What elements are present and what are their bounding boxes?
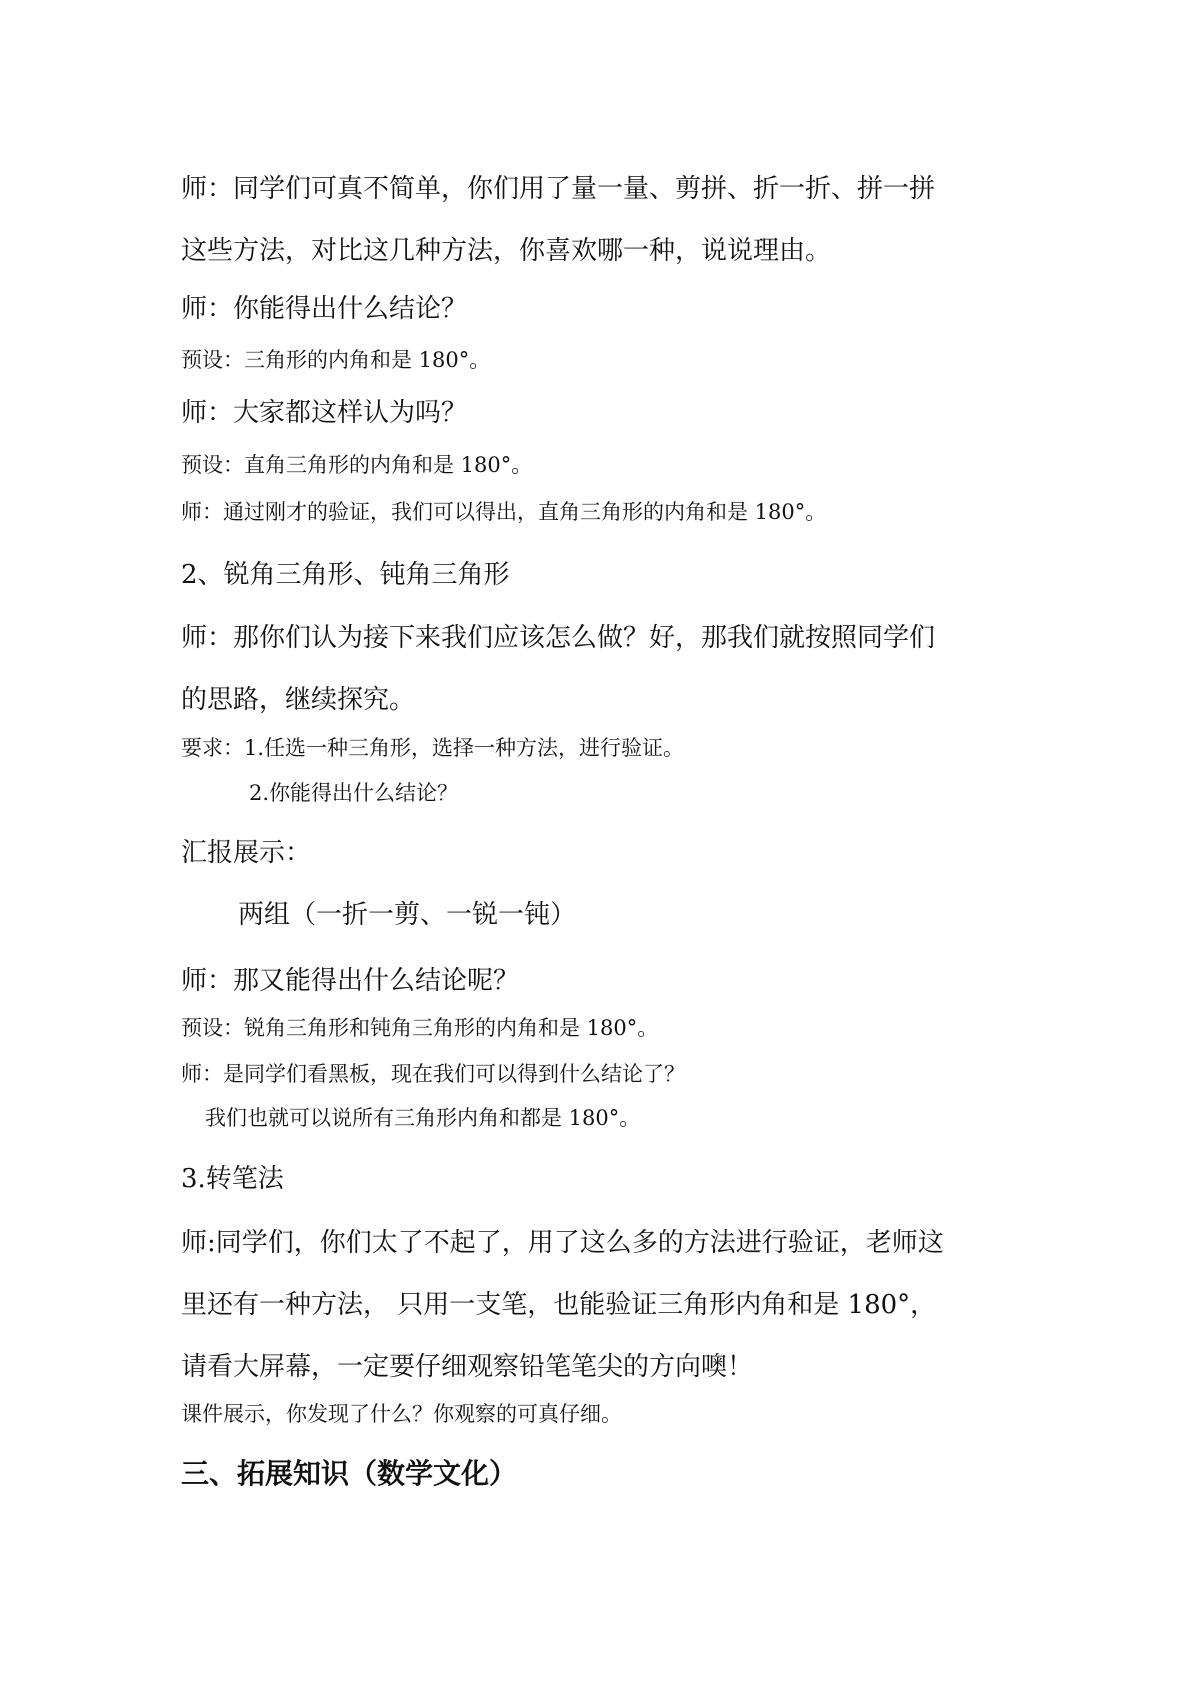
text-line: 要求：1.任选一种三角形，选择一种方法，进行验证。 xyxy=(181,736,685,760)
chapter-heading: 三、拓展知识（数学文化） xyxy=(181,1457,518,1490)
section-heading: 2、锐角三角形、钝角三角形 xyxy=(181,560,510,590)
text-line: 预设：三角形的内角和是 180°。 xyxy=(181,348,491,372)
text-line: 师：你能得出什么结论？ xyxy=(181,294,468,324)
text-line: 两组（一折一剪、一锐一钝） xyxy=(238,900,577,930)
text-line: 预设：直角三角形的内角和是 180°。 xyxy=(181,453,533,477)
text-line: 我们也就可以说所有三角形内角和都是 180°。 xyxy=(205,1106,641,1130)
text-line: 师:同学们，你们太了不起了，用了这么多的方法进行验证，老师这 xyxy=(181,1228,944,1258)
text-line: 里还有一种方法， 只用一支笔，也能验证三角形内角和是 180°， xyxy=(181,1290,937,1320)
text-line: 2.你能得出什么结论？ xyxy=(249,781,459,805)
text-line: 师：那你们认为接下来我们应该怎么做？好，那我们就按照同学们 xyxy=(181,623,936,653)
text-line: 这些方法，对比这几种方法，你喜欢哪一种，说说理由。 xyxy=(181,236,832,266)
text-line: 师：同学们可真不简单，你们用了量一量、剪拼、折一折、拼一拼 xyxy=(181,174,936,204)
section-heading: 3.转笔法 xyxy=(181,1164,284,1194)
text-line: 课件展示，你发现了什么？你观察的可真仔细。 xyxy=(181,1402,622,1426)
text-line: 的思路，继续探究。 xyxy=(181,685,416,715)
text-line: 师：大家都这样认为吗？ xyxy=(181,398,468,428)
text-line: 请看大屏幕，一定要仔细观察铅笔笔尖的方向噢！ xyxy=(181,1352,754,1382)
text-line: 师：那又能得出什么结论呢？ xyxy=(181,966,520,996)
text-line: 汇报展示： xyxy=(181,838,312,868)
text-line: 师：通过刚才的验证，我们可以得出，直角三角形的内角和是 180°。 xyxy=(181,500,827,524)
text-line: 师：是同学们看黑板，现在我们可以得到什么结论了？ xyxy=(181,1062,685,1086)
text-line: 预设：锐角三角形和钝角三角形的内角和是 180°。 xyxy=(181,1016,659,1040)
